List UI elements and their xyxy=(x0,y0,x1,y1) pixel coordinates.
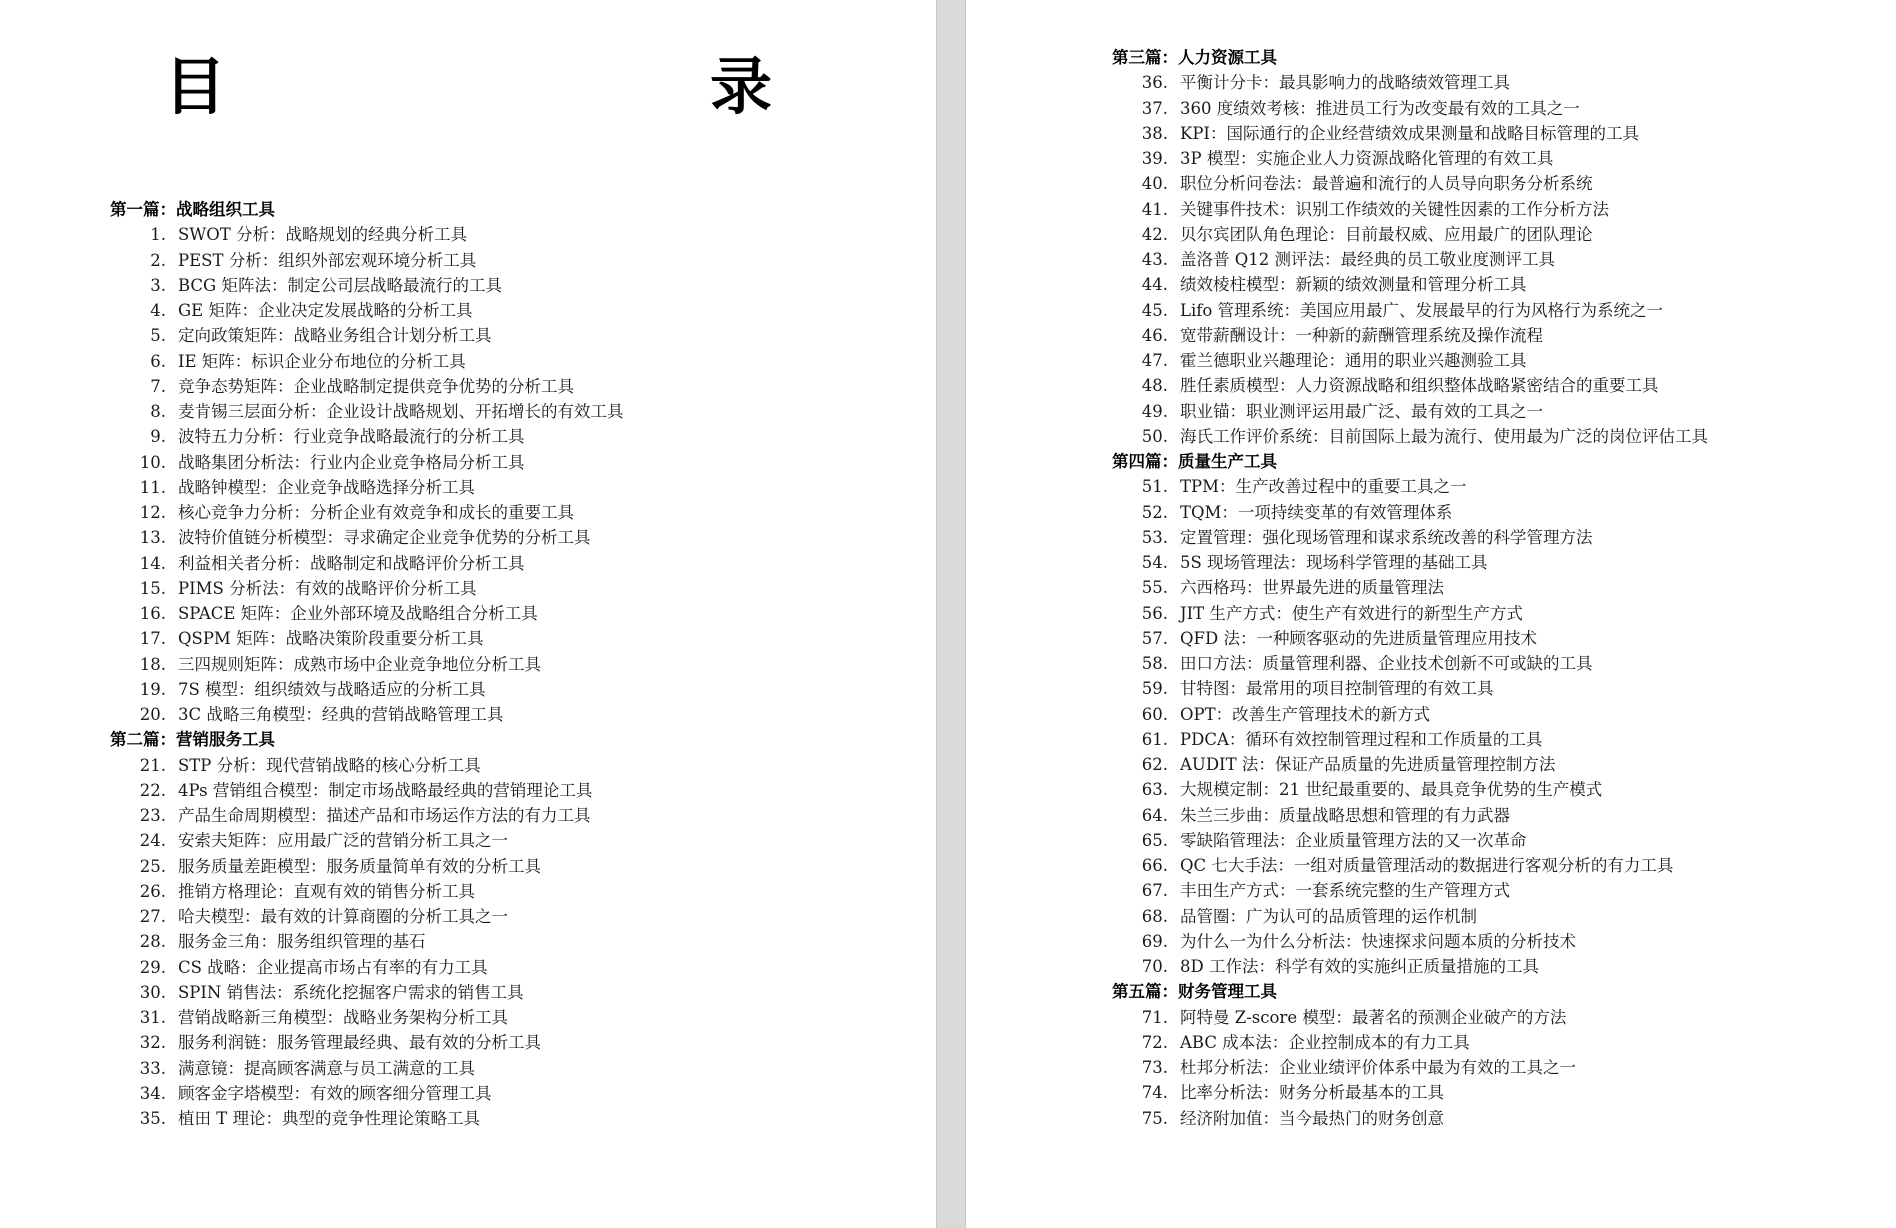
toc-entry-text: 8D 工作法：科学有效的实施纠正质量措施的工具 xyxy=(1180,957,1539,976)
toc-entry-number: 34. xyxy=(139,1083,166,1103)
toc-entry-text: IE 矩阵：标识企业分布地位的分析工具 xyxy=(178,351,466,371)
toc-entry-number: 39. xyxy=(1141,149,1168,168)
toc-entry-text: 盖洛普 Q12 测评法：最经典的员工敬业度测评工具 xyxy=(1180,250,1556,269)
toc-entry-number: 28. xyxy=(139,932,166,952)
toc-entry-number: 1. xyxy=(150,225,166,245)
toc-entry-number: 4. xyxy=(150,301,166,320)
toc-entry-text: 零缺陷管理法：企业质量管理方法的又一次革命 xyxy=(1180,830,1527,850)
toc-entry[interactable] xyxy=(110,273,910,298)
toc-entry[interactable] xyxy=(110,551,910,576)
toc-entry-number: 20. xyxy=(139,705,166,724)
toc-entry-number: 35. xyxy=(139,1109,166,1128)
toc-entry-text: 霍兰德职业兴趣理论：通用的职业兴趣测验工具 xyxy=(1180,351,1527,370)
toc-entry[interactable] xyxy=(110,1056,910,1081)
toc-entry[interactable] xyxy=(1112,550,1892,575)
toc-entry[interactable] xyxy=(110,854,910,879)
toc-entry-number: 13. xyxy=(139,528,166,548)
toc-entry-text: 战略钟模型：企业竞争战略选择分析工具 xyxy=(178,477,475,497)
toc-entry-text: 波特五力分析：行业竞争战略最流行的分析工具 xyxy=(178,427,525,447)
toc-entry[interactable] xyxy=(110,450,910,475)
toc-entry[interactable] xyxy=(1112,373,1892,398)
toc-entry-text: 职业锚：职业测评运用最广泛、最有效的工具之一 xyxy=(1180,401,1543,421)
toc-entry-number: 50. xyxy=(1141,426,1168,446)
toc-entry-text: 比率分析法：财务分析最基本的工具 xyxy=(1180,1083,1444,1103)
toc-entry-number: 72. xyxy=(1141,1032,1168,1052)
toc-entry[interactable] xyxy=(110,929,910,954)
toc-entry[interactable] xyxy=(110,828,910,853)
toc-entry[interactable] xyxy=(110,803,910,828)
toc-entry[interactable] xyxy=(110,475,910,500)
section-title: 第三篇：人力资源工具 xyxy=(1112,48,1277,67)
toc-entry[interactable] xyxy=(1112,474,1892,499)
toc-entry-number: 60. xyxy=(1141,704,1168,724)
toc-entry[interactable] xyxy=(1112,828,1892,853)
toc-entry-number: 27. xyxy=(139,907,166,926)
toc-entry[interactable] xyxy=(110,1005,910,1030)
toc-entry-number: 51. xyxy=(1141,477,1168,497)
toc-column-right xyxy=(1112,45,1892,1131)
toc-entry[interactable] xyxy=(1112,171,1892,196)
toc-entry-number: 66. xyxy=(1141,856,1168,875)
toc-entry-text: SWOT 分析：战略规划的经典分析工具 xyxy=(178,225,468,245)
toc-entry-number: 44. xyxy=(1141,275,1168,295)
toc-entry-number: 67. xyxy=(1141,881,1168,901)
toc-entry-text: 定置管理：强化现场管理和谋求系统改善的科学管理方法 xyxy=(1180,527,1593,547)
toc-entry-number: 48. xyxy=(1141,376,1168,396)
toc-entry-number: 55. xyxy=(1141,578,1168,598)
toc-entry[interactable] xyxy=(1112,803,1892,828)
toc-entry[interactable] xyxy=(1112,777,1892,802)
toc-entry[interactable] xyxy=(1112,954,1892,979)
toc-entry-text: QC 七大手法：一组对质量管理活动的数据进行客观分析的有力工具 xyxy=(1180,856,1674,875)
toc-entry-text: 营销战略新三角模型：战略业务架构分析工具 xyxy=(178,1008,508,1027)
toc-entry-number: 45. xyxy=(1141,300,1168,320)
toc-entry-text: 服务质量差距模型：服务质量简单有效的分析工具 xyxy=(178,856,541,876)
toc-entry[interactable] xyxy=(110,652,910,677)
toc-entry-number: 16. xyxy=(139,604,166,623)
toc-entry-text: SPACE 矩阵：企业外部环境及战略组合分析工具 xyxy=(178,604,538,623)
toc-entry[interactable] xyxy=(110,879,910,904)
toc-entry-text: 服务金三角：服务组织管理的基石 xyxy=(178,932,426,952)
toc-entry-number: 3. xyxy=(150,275,166,295)
toc-entry-text: 360 度绩效考核：推进员工行为改变最有效的工具之一 xyxy=(1180,98,1580,118)
toc-entry-number: 54. xyxy=(1141,553,1168,572)
toc-entry-number: 33. xyxy=(139,1058,166,1078)
toc-entry-number: 42. xyxy=(1141,224,1168,244)
toc-entry[interactable] xyxy=(1112,651,1892,676)
toc-entry-text: OPT：改善生产管理技术的新方式 xyxy=(1180,704,1431,724)
toc-entry-number: 43. xyxy=(1141,250,1168,269)
toc-entry[interactable] xyxy=(110,298,910,323)
toc-entry-number: 70. xyxy=(1141,957,1168,976)
toc-entry[interactable] xyxy=(110,1081,910,1106)
toc-entry-number: 15. xyxy=(139,578,166,598)
toc-entry[interactable] xyxy=(110,904,910,929)
toc-entry[interactable] xyxy=(1112,1080,1892,1105)
toc-entry[interactable] xyxy=(110,980,910,1005)
toc-entry-text: 核心竞争力分析：分析企业有效竞争和成长的重要工具 xyxy=(178,503,574,522)
toc-entry-number: 64. xyxy=(1141,805,1168,825)
toc-entry-text: 服务利润链：服务管理最经典、最有效的分析工具 xyxy=(178,1033,541,1053)
toc-entry[interactable] xyxy=(1112,222,1892,247)
toc-title: 目 录 xyxy=(163,50,892,123)
toc-entry-text: SPIN 销售法：系统化挖掘客户需求的销售工具 xyxy=(178,982,524,1002)
toc-entry-text: QFD 法：一种顾客驱动的先进质量管理应用技术 xyxy=(1180,628,1537,648)
toc-entry-text: 7S 模型：组织绩效与战略适应的分析工具 xyxy=(178,679,486,699)
toc-entry-number: 18. xyxy=(139,654,166,674)
toc-entry-number: 8. xyxy=(150,402,166,421)
toc-entry[interactable] xyxy=(110,576,910,601)
toc-entry[interactable] xyxy=(1112,929,1892,954)
toc-entry-number: 41. xyxy=(1141,199,1168,219)
toc-entry-number: 38. xyxy=(1141,123,1168,143)
toc-entry-text: PIMS 分析法：有效的战略评价分析工具 xyxy=(178,578,477,598)
toc-entry[interactable] xyxy=(110,525,910,550)
toc-entry-text: CS 战略：企业提高市场占有率的有力工具 xyxy=(178,957,488,977)
toc-entry[interactable] xyxy=(110,323,910,348)
toc-entry[interactable] xyxy=(110,955,910,980)
toc-entry[interactable] xyxy=(110,399,910,424)
toc-entry-number: 37. xyxy=(1141,98,1168,118)
toc-entry[interactable] xyxy=(1112,1106,1892,1131)
toc-entry-text: TQM：一项持续变革的有效管理体系 xyxy=(1180,502,1453,522)
toc-entry-text: JIT 生产方式：使生产有效进行的新型生产方式 xyxy=(1180,603,1523,623)
toc-entry[interactable] xyxy=(1112,121,1892,146)
toc-entry-number: 7. xyxy=(150,376,166,396)
toc-entry-text: 为什么一为什么分析法：快速探求问题本质的分析技术 xyxy=(1180,931,1576,951)
toc-entry-number: 14. xyxy=(139,553,166,573)
toc-entry-number: 73. xyxy=(1141,1058,1168,1077)
section-title: 第二篇：营销服务工具 xyxy=(110,730,275,750)
toc-entry-number: 57. xyxy=(1141,628,1168,648)
toc-entry[interactable] xyxy=(110,349,910,374)
toc-entry[interactable] xyxy=(110,601,910,626)
toc-entry[interactable] xyxy=(110,500,910,525)
toc-entry-text: 胜任素质模型：人力资源战略和组织整体战略紧密结合的重要工具 xyxy=(1180,376,1659,396)
toc-entry-text: 波特价值链分析模型：寻求确定企业竞争优势的分析工具 xyxy=(178,528,591,548)
toc-entry[interactable] xyxy=(1112,575,1892,600)
toc-entry-number: 22. xyxy=(139,780,166,800)
toc-entry[interactable] xyxy=(1112,878,1892,903)
toc-entry-text: 3P 模型：实施企业人力资源战略化管理的有效工具 xyxy=(1180,149,1554,168)
toc-entry[interactable] xyxy=(1112,70,1892,95)
toc-entry[interactable] xyxy=(1112,626,1892,651)
toc-entry-text: PEST 分析：组织外部宏观环境分析工具 xyxy=(178,250,477,270)
toc-entry-text: 贝尔宾团队角色理论：目前最权威、应用最广的团队理论 xyxy=(1180,224,1593,244)
toc-entry-number: 62. xyxy=(1141,755,1168,774)
toc-entry-text: 职位分析问卷法：最普遍和流行的人员导向职务分析系统 xyxy=(1180,174,1593,194)
toc-entry-number: 2. xyxy=(150,250,166,270)
toc-entry-number: 65. xyxy=(1141,830,1168,850)
toc-entry-text: 产品生命周期模型：描述产品和市场运作方法的有力工具 xyxy=(178,806,591,825)
toc-entry-number: 61. xyxy=(1141,729,1168,749)
toc-entry-text: QSPM 矩阵：战略决策阶段重要分析工具 xyxy=(178,629,484,649)
toc-entry[interactable] xyxy=(1112,146,1892,171)
toc-entry-number: 59. xyxy=(1141,679,1168,699)
toc-entry-number: 68. xyxy=(1141,906,1168,926)
toc-entry[interactable] xyxy=(110,778,910,803)
toc-entry[interactable] xyxy=(110,753,910,778)
toc-entry-text: 满意镜：提高顾客满意与员工满意的工具 xyxy=(178,1058,475,1078)
toc-entry-number: 31. xyxy=(139,1008,166,1027)
section-title: 第五篇：财务管理工具 xyxy=(1112,982,1277,1002)
toc-entry-text: 植田 T 理论：典型的竞争性理论策略工具 xyxy=(178,1109,480,1128)
toc-entry-number: 69. xyxy=(1141,931,1168,951)
toc-entry[interactable] xyxy=(1112,853,1892,878)
toc-entry-text: 哈夫模型：最有效的计算商圈的分析工具之一 xyxy=(178,907,508,926)
toc-entry-number: 58. xyxy=(1141,654,1168,673)
toc-entry-text: GE 矩阵：企业决定发展战略的分析工具 xyxy=(178,301,473,320)
toc-entry[interactable] xyxy=(1112,500,1892,525)
toc-entry-text: 顾客金字塔模型：有效的顾客细分管理工具 xyxy=(178,1083,492,1103)
toc-entry-text: 推销方格理论：直观有效的销售分析工具 xyxy=(178,881,475,901)
toc-entry[interactable] xyxy=(1112,399,1892,424)
toc-entry[interactable] xyxy=(110,1030,910,1055)
toc-entry-number: 75. xyxy=(1141,1108,1168,1128)
toc-entry[interactable] xyxy=(1112,298,1892,323)
toc-entry-number: 10. xyxy=(139,452,166,472)
toc-entry[interactable] xyxy=(1112,272,1892,297)
toc-entry-text: 甘特图：最常用的项目控制管理的有效工具 xyxy=(1180,679,1494,699)
toc-entry-number: 24. xyxy=(139,831,166,851)
toc-entry-number: 71. xyxy=(1141,1007,1168,1027)
toc-entry[interactable] xyxy=(1112,424,1892,449)
toc-entry-text: 六西格玛：世界最先进的质量管理法 xyxy=(1180,578,1444,598)
toc-entry[interactable] xyxy=(110,222,910,247)
toc-entry-number: 40. xyxy=(1141,174,1168,194)
toc-entry-number: 26. xyxy=(139,881,166,901)
toc-entry[interactable] xyxy=(110,677,910,702)
toc-entry[interactable] xyxy=(1112,96,1892,121)
toc-entry-text: 海氏工作评价系统：目前国际上最为流行、使用最为广泛的岗位评估工具 xyxy=(1180,426,1708,446)
toc-entry-number: 9. xyxy=(150,427,166,447)
toc-entry-text: 4Ps 营销组合模型：制定市场战略最经典的营销理论工具 xyxy=(178,780,593,800)
toc-entry[interactable] xyxy=(1112,323,1892,348)
toc-entry-text: 平衡计分卡：最具影响力的战略绩效管理工具 xyxy=(1180,73,1510,93)
toc-entry[interactable] xyxy=(110,374,910,399)
toc-entry[interactable] xyxy=(1112,1030,1892,1055)
toc-entry-number: 30. xyxy=(139,982,166,1002)
toc-entry-text: ABC 成本法：企业控制成本的有力工具 xyxy=(1180,1032,1470,1052)
toc-entry[interactable] xyxy=(1112,247,1892,272)
toc-entry-number: 11. xyxy=(139,477,166,497)
toc-entry-text: 5S 现场管理法：现场科学管理的基础工具 xyxy=(1180,553,1488,572)
toc-entry[interactable] xyxy=(110,626,910,651)
toc-entry-number: 6. xyxy=(150,351,166,371)
toc-entry-text: 宽带薪酬设计：一种新的薪酬管理系统及操作流程 xyxy=(1180,325,1543,345)
toc-entry-text: 朱兰三步曲：质量战略思想和管理的有力武器 xyxy=(1180,805,1510,825)
toc-entry-number: 29. xyxy=(139,957,166,977)
toc-entry-number: 19. xyxy=(139,679,166,699)
toc-entry-text: 三四规则矩阵：成熟市场中企业竞争地位分析工具 xyxy=(178,654,541,674)
toc-entry-text: KPI：国际通行的企业经营绩效成果测量和战略目标管理的工具 xyxy=(1180,123,1639,143)
toc-entry[interactable] xyxy=(1112,1055,1892,1080)
toc-entry[interactable] xyxy=(1112,727,1892,752)
toc-entry-text: 战略集团分析法：行业内企业竞争格局分析工具 xyxy=(178,452,525,472)
section-title: 第四篇：质量生产工具 xyxy=(1112,452,1277,471)
toc-entry[interactable] xyxy=(1112,904,1892,929)
toc-entry[interactable] xyxy=(1112,1005,1892,1030)
toc-entry-text: Lifo 管理系统：美国应用最广、发展最早的行为风格行为系统之一 xyxy=(1180,300,1664,320)
toc-entry-number: 49. xyxy=(1141,401,1168,421)
toc-entry-text: 3C 战略三角模型：经典的营销战略管理工具 xyxy=(178,705,504,724)
toc-entry[interactable] xyxy=(1112,197,1892,222)
toc-entry-number: 23. xyxy=(139,806,166,825)
toc-entry[interactable] xyxy=(1112,525,1892,550)
toc-entry-number: 36. xyxy=(1141,73,1168,93)
page-gutter xyxy=(936,0,966,1228)
toc-entry-text: AUDIT 法：保证产品质量的先进质量管理控制方法 xyxy=(1180,755,1556,774)
toc-entry-number: 63. xyxy=(1141,780,1168,800)
toc-entry-number: 32. xyxy=(139,1033,166,1053)
toc-entry-number: 56. xyxy=(1141,603,1168,623)
toc-entry-text: 定向政策矩阵：战略业务组合计划分析工具 xyxy=(178,326,492,346)
toc-entry-number: 21. xyxy=(139,755,166,775)
toc-entry[interactable] xyxy=(110,1106,910,1131)
toc-entry[interactable] xyxy=(1112,676,1892,701)
toc-entry-number: 46. xyxy=(1141,325,1168,345)
toc-entry[interactable] xyxy=(1112,702,1892,727)
toc-entry-text: PDCA：循环有效控制管理过程和工作质量的工具 xyxy=(1180,729,1543,749)
toc-entry-text: 田口方法：质量管理利器、企业技术创新不可或缺的工具 xyxy=(1180,654,1593,673)
toc-entry-text: 品管圈：广为认可的品质管理的运作机制 xyxy=(1180,906,1477,926)
toc-entry-text: BCG 矩阵法：制定公司层战略最流行的工具 xyxy=(178,275,502,295)
toc-entry-number: 74. xyxy=(1141,1083,1168,1103)
page-left xyxy=(0,0,936,1228)
toc-entry[interactable] xyxy=(1112,601,1892,626)
toc-entry-text: 丰田生产方式：一套系统完整的生产管理方式 xyxy=(1180,881,1510,901)
section-title: 第一篇：战略组织工具 xyxy=(110,200,275,219)
toc-entry-number: 52. xyxy=(1141,502,1168,522)
toc-entry-text: 利益相关者分析：战略制定和战略评价分析工具 xyxy=(178,553,525,573)
toc-entry[interactable] xyxy=(110,424,910,449)
toc-entry-text: STP 分析：现代营销战略的核心分析工具 xyxy=(178,755,481,775)
toc-entry-number: 25. xyxy=(139,856,166,876)
toc-column-left xyxy=(110,197,910,1131)
toc-entry[interactable] xyxy=(1112,348,1892,373)
toc-entry-text: 阿特曼 Z-score 模型：最著名的预测企业破产的方法 xyxy=(1180,1007,1567,1027)
page-right xyxy=(966,0,1896,1228)
toc-entry-text: 经济附加值：当今最热门的财务创意 xyxy=(1180,1108,1444,1128)
toc-entry-number: 53. xyxy=(1141,527,1168,547)
toc-entry-text: TPM：生产改善过程中的重要工具之一 xyxy=(1180,477,1467,497)
toc-entry-text: 麦肯锡三层面分析：企业设计战略规划、开拓增长的有效工具 xyxy=(178,402,624,421)
toc-entry-number: 12. xyxy=(139,503,166,522)
toc-entry-number: 17. xyxy=(139,629,166,649)
toc-entry-text: 安索夫矩阵：应用最广泛的营销分析工具之一 xyxy=(178,831,508,851)
toc-entry[interactable] xyxy=(1112,752,1892,777)
toc-entry-text: 竞争态势矩阵：企业战略制定提供竞争优势的分析工具 xyxy=(178,376,574,396)
toc-entry-number: 47. xyxy=(1141,351,1168,370)
toc-entry[interactable] xyxy=(110,702,910,727)
toc-entry-text: 杜邦分析法：企业业绩评价体系中最为有效的工具之一 xyxy=(1180,1058,1576,1077)
toc-entry-text: 关键事件技术：识别工作绩效的关键性因素的工作分析方法 xyxy=(1180,199,1609,219)
toc-entry[interactable] xyxy=(110,248,910,273)
toc-entry-number: 5. xyxy=(150,326,166,346)
toc-entry-text: 大规模定制：21 世纪最重要的、最具竞争优势的生产模式 xyxy=(1180,780,1603,800)
toc-entry-text: 绩效棱柱模型：新颖的绩效测量和管理分析工具 xyxy=(1180,275,1527,295)
